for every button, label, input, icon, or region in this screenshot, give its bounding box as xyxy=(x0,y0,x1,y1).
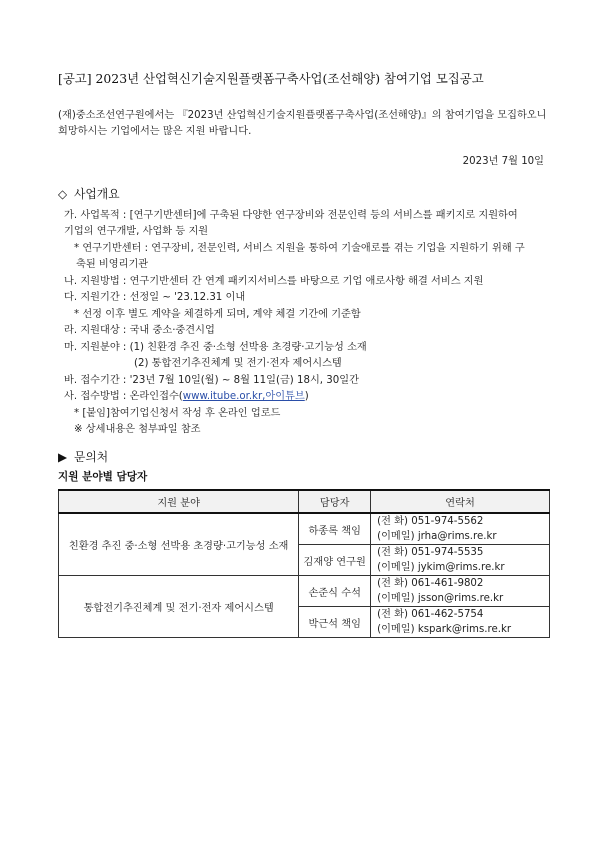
phone-number: (전 화) 051-974-5562 xyxy=(377,516,484,527)
contact-info-cell xyxy=(371,576,550,607)
intro-line: (재)중소조선연구원에서는 『2023년 산업혁신기술지원플랫폼구축사업(조선해양)』의 참여기업을 모집하오니 xyxy=(58,110,547,121)
phone-number: (전 화) 061-461-9802 xyxy=(377,578,484,589)
overview-line: 기업의 연구개발, 사업화 등 지원 xyxy=(64,226,209,237)
section-title: 사업개요 xyxy=(74,187,120,201)
section-heading-overview xyxy=(58,185,120,202)
apply-method-close: ) xyxy=(304,391,309,402)
column-header: 지원 분야 xyxy=(59,490,299,513)
contact-person-cell: 하종록 책임 xyxy=(299,513,371,545)
overview-line: 나. 지원방법 : 연구기반센터 간 연계 패키지서비스를 바탕으로 기업 애로사항 해결 서비스 지원 xyxy=(64,276,484,287)
support-area-cell: 통합전기추진체계 및 전기·전자 제어시스템 xyxy=(59,576,299,638)
email-address: (이메일) jykim@rims.re.kr xyxy=(377,562,505,573)
overview-note: 축된 비영리기관 xyxy=(76,259,149,270)
announcement-date: 2023년 7월 10일 xyxy=(462,156,544,167)
contact-person-cell: 김재양 연구원 xyxy=(299,545,371,576)
contact-person-cell: 손준식 수석 xyxy=(299,576,371,607)
overview-line xyxy=(64,387,309,402)
diamond-icon: ◇ xyxy=(58,187,68,201)
section-heading-inquiry xyxy=(58,448,108,465)
overview-note: * [붙임]참여기업신청서 작성 후 온라인 업로드 xyxy=(74,408,281,419)
overview-note: * 연구기반센터 : 연구장비, 전문인력, 서비스 지원을 통하여 기술애로를 겪는 기업을 지원하기 위해 구 xyxy=(74,243,525,254)
support-area-cell: 친환경 추진 중·소형 선박용 초경량·고기능성 소재 xyxy=(59,513,299,576)
overview-line: 마. 지원분야 : (1) 친환경 추진 중·소형 선박용 초경량·고기능성 소재 xyxy=(64,342,367,353)
itube-link[interactable]: www.itube.or.kr,아이튜브 xyxy=(182,391,305,402)
intro-line: 희망하시는 기업에서는 많은 지원 바랍니다. xyxy=(58,126,252,137)
contact-subheading: 지원 분야별 담당자 xyxy=(58,471,148,483)
contact-table xyxy=(58,489,550,638)
overview-note: * 선정 이후 별도 계약을 체결하게 되며, 계약 체결 기간에 기준함 xyxy=(74,309,361,320)
overview-line: 다. 지원기간 : 선정일 ~ '23.12.31 이내 xyxy=(64,292,246,303)
overview-line: 가. 사업목적 : [연구기반센터]에 구축된 다양한 연구장비와 전문인력 등의 서비스를 패키지로 지원하여 xyxy=(64,210,518,221)
contact-info-cell xyxy=(371,545,550,576)
table-header-row xyxy=(59,490,550,513)
overview-line: 라. 지원대상 : 국내 중소·중견시업 xyxy=(64,325,215,336)
apply-method-label: 사. 접수방법 : 온라인접수( xyxy=(64,391,183,402)
triangle-right-icon: ▶ xyxy=(58,450,68,464)
email-address: (이메일) jsson@rims.re.kr xyxy=(377,593,504,604)
intro-paragraph xyxy=(58,108,548,140)
email-address: (이메일) jrha@rims.re.kr xyxy=(377,531,497,542)
phone-number: (전 화) 061-462-5754 xyxy=(377,609,484,620)
overview-note: ※ 상세내용은 첨부파일 참조 xyxy=(74,424,201,435)
phone-number: (전 화) 051-974-5535 xyxy=(377,547,484,558)
contact-info-cell xyxy=(371,607,550,638)
contact-person-cell: 박근석 책임 xyxy=(299,607,371,638)
table-row xyxy=(59,576,550,607)
column-header: 연락처 xyxy=(371,490,550,513)
page-title: [공고] 2023년 산업혁신기술지원플랫폼구축사업(조선해양) 참여기업 모집공고 xyxy=(58,71,484,86)
column-header: 담당자 xyxy=(299,490,371,513)
contact-info-cell xyxy=(371,513,550,545)
table-row xyxy=(59,513,550,545)
email-address: (이메일) kspark@rims.re.kr xyxy=(377,624,512,635)
overview-line: (2) 통합전기추진체계 및 전기·전자 제어시스템 xyxy=(134,358,342,369)
section-title: 문의처 xyxy=(74,450,109,464)
overview-line: 바. 접수기간 : '23년 7월 10일(월) ~ 8월 11일(금) 18시, 30일간 xyxy=(64,375,359,386)
